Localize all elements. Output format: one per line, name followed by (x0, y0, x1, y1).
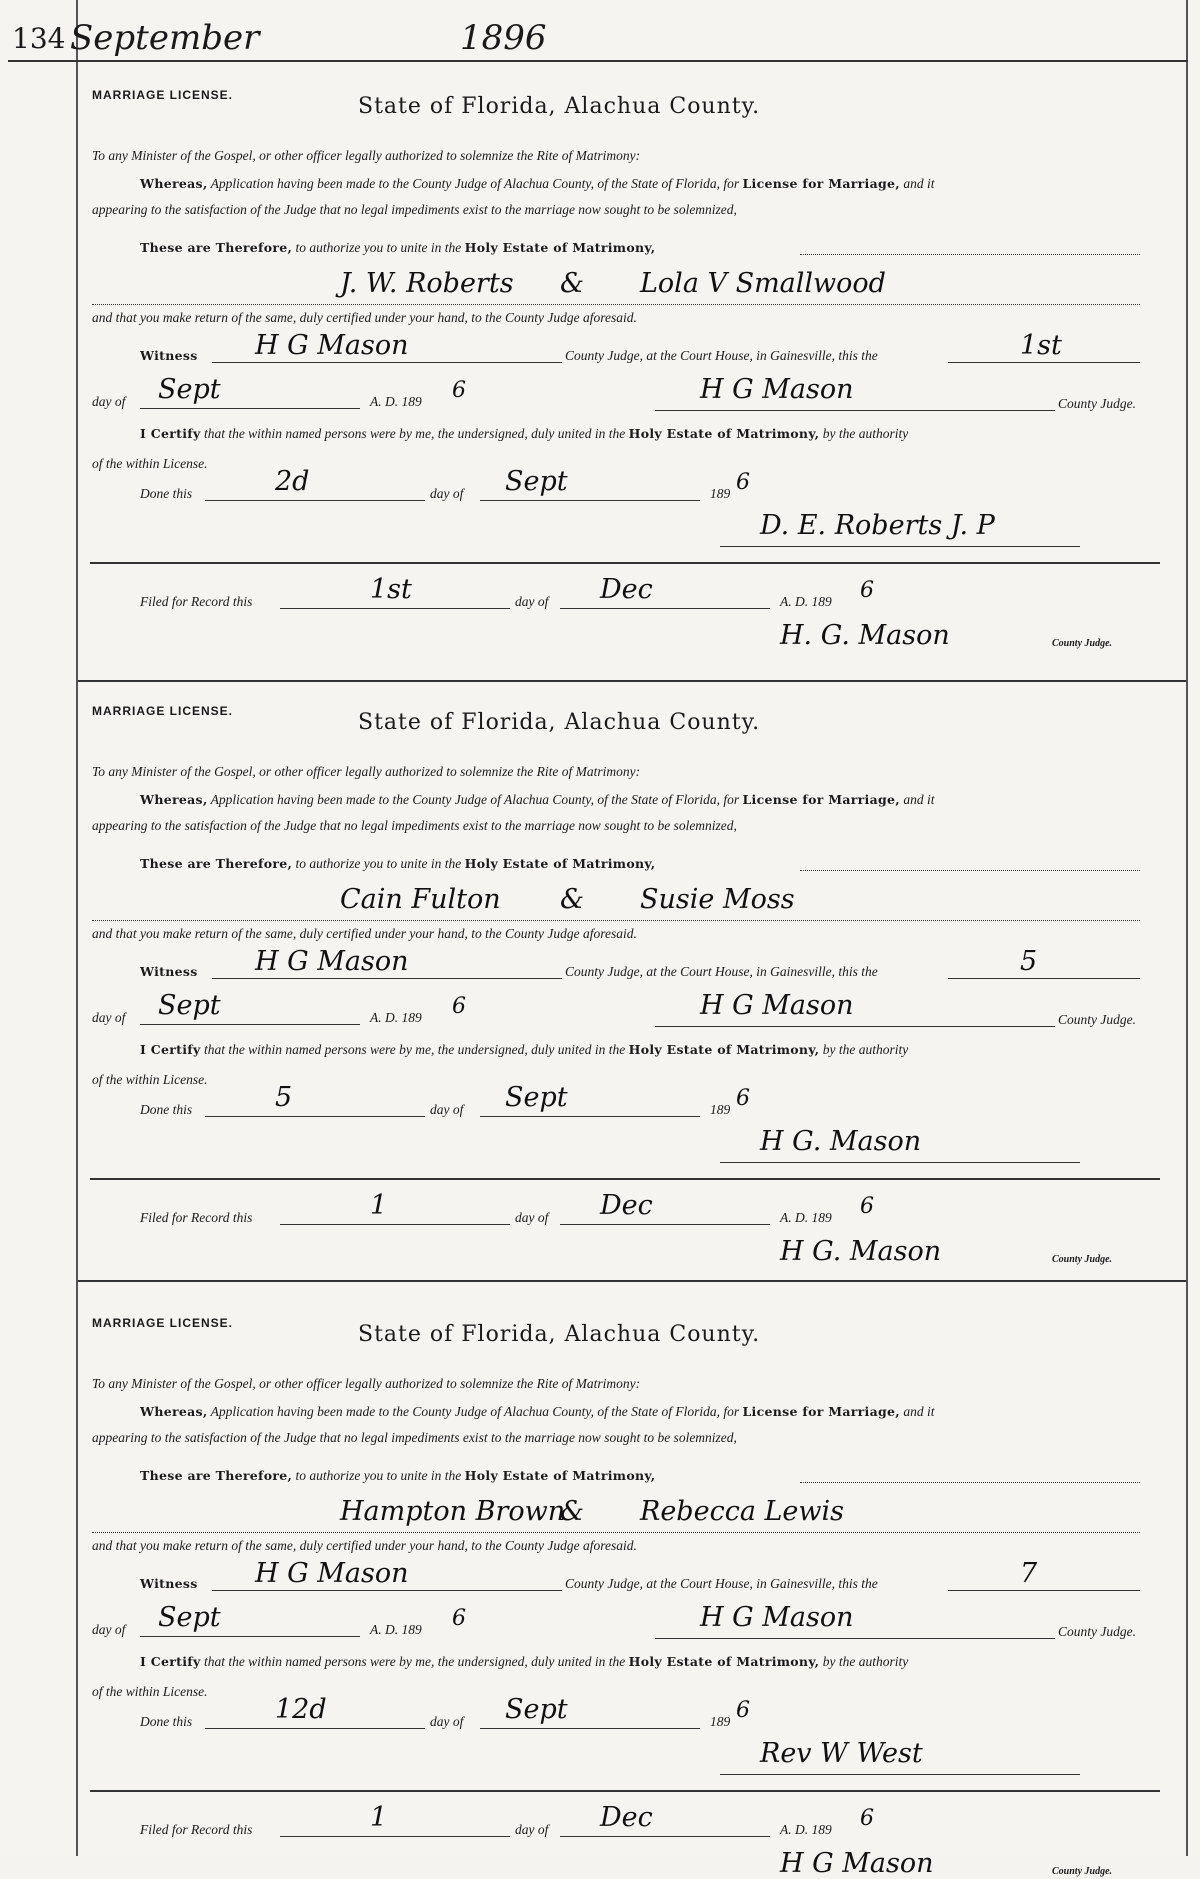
right-margin-rule (1186, 0, 1188, 1856)
done-day-blank (205, 1116, 425, 1117)
address-line: To any Minister of the Gospel, or other officer legally authorized to solemnize the Rite of Matrimony: (92, 764, 641, 779)
filed-label: Filed for Record this (140, 1210, 253, 1225)
judge-sig-blank (655, 1026, 1055, 1027)
issue-day: 7 (1020, 1558, 1038, 1589)
issue-month: Sept (158, 1602, 221, 1633)
done-day: 12d (275, 1694, 327, 1725)
officiant-blank (720, 1774, 1080, 1775)
names-blank (92, 1532, 1140, 1533)
county-judge-small-label: County Judge. (1052, 1866, 1113, 1877)
return-line: and that you make return of the same, duly certified under your hand, to the County Judge aforesaid. (92, 310, 637, 325)
county-judge-label: County Judge. (1058, 1012, 1136, 1027)
therefore-blank (800, 254, 1140, 255)
filed-month: Dec (600, 574, 653, 605)
done-day: 5 (275, 1082, 293, 1113)
judge-signature: H G Mason (700, 374, 854, 405)
license-title: State of Florida, Alachua County. (358, 710, 761, 735)
filed-label: Filed for Record this (140, 1822, 253, 1837)
page-header (0, 0, 1200, 66)
filed-month-blank (560, 608, 770, 609)
address-line: To any Minister of the Gospel, or other officer legally authorized to solemnize the Rite of Matrimony: (92, 1376, 641, 1391)
county-judge-small-label: County Judge. (1052, 1254, 1113, 1265)
witness-label: Witness (140, 964, 198, 979)
filed-signature: H G Mason (780, 1848, 934, 1879)
day-of-label: day of (92, 1010, 126, 1025)
filed-day-blank (280, 1836, 510, 1837)
filed-month-blank (560, 1224, 770, 1225)
return-line: and that you make return of the same, duly certified under your hand, to the County Judge aforesaid. (92, 926, 637, 941)
return-line: and that you make return of the same, duly certified under your hand, to the County Judge aforesaid. (92, 1538, 637, 1553)
therefore-line: These are Therefore, to authorize you to unite in the Holy Estate of Matrimony, (140, 856, 656, 871)
issue-year-digit: 6 (452, 994, 466, 1019)
filing-separator (90, 562, 1160, 564)
filed-ad-label: A. D. 189 (780, 1822, 832, 1837)
witness-label: Witness (140, 348, 198, 363)
and-mark: & (560, 1496, 585, 1527)
officiant-signature: Rev W West (760, 1738, 923, 1769)
done-month: Sept (505, 1694, 568, 1725)
done-day: 2d (275, 466, 310, 497)
filed-year-digit: 6 (860, 1806, 874, 1831)
done-this-label: Done this (140, 1714, 193, 1729)
judge-court-text: County Judge, at the Court House, in Gainesville, this the (565, 964, 878, 979)
certify-line: I Certify that the within named persons were by me, the undersigned, duly united in the Holy Estate of Matrimony, by the authority (140, 426, 909, 441)
issue-ad-label: A. D. 189 (370, 1622, 422, 1637)
issue-day-blank (948, 978, 1140, 979)
done-day-blank (205, 500, 425, 501)
done-this-label: Done this (140, 486, 193, 501)
county-judge-label: County Judge. (1058, 396, 1136, 411)
issue-month-blank (140, 408, 360, 409)
done-month-blank (480, 500, 700, 501)
filed-day: 1 (370, 1802, 388, 1833)
license-title: State of Florida, Alachua County. (358, 1322, 761, 1347)
issue-month-blank (140, 1024, 360, 1025)
filed-year-digit: 6 (860, 578, 874, 603)
filed-signature: H. G. Mason (780, 620, 950, 651)
filed-day-of-label: day of (515, 1822, 549, 1837)
done-month-blank (480, 1728, 700, 1729)
groom-name: Cain Fulton (340, 884, 501, 915)
filed-day: 1st (370, 574, 412, 605)
filed-month-blank (560, 1836, 770, 1837)
done-month-blank (480, 1116, 700, 1117)
header-month: September (70, 18, 260, 58)
judge-court-text: County Judge, at the Court House, in Gainesville, this the (565, 348, 878, 363)
issue-ad-label: A. D. 189 (370, 394, 422, 409)
within-license-line: of the within License. (92, 456, 208, 471)
address-line: To any Minister of the Gospel, or other officer legally authorized to solemnize the Rite of Matrimony: (92, 148, 641, 163)
page-number: 134 (12, 22, 66, 55)
county-judge-label: County Judge. (1058, 1624, 1136, 1639)
therefore-line: These are Therefore, to authorize you to unite in the Holy Estate of Matrimony, (140, 240, 656, 255)
within-license-line: of the within License. (92, 1072, 208, 1087)
done-day-of-label: day of (430, 1102, 464, 1117)
header-year: 1896 (460, 18, 547, 58)
county-judge-small-label: County Judge. (1052, 638, 1113, 649)
judge-signature: H G Mason (700, 1602, 854, 1633)
license-title: State of Florida, Alachua County. (358, 94, 761, 119)
filed-month: Dec (600, 1190, 653, 1221)
filed-month: Dec (600, 1802, 653, 1833)
groom-name: J. W. Roberts (340, 268, 514, 299)
done-month: Sept (505, 1082, 568, 1113)
filed-signature: H G. Mason (780, 1236, 942, 1267)
filing-separator (90, 1178, 1160, 1180)
therefore-blank (800, 870, 1140, 871)
filed-ad-label: A. D. 189 (780, 1210, 832, 1225)
therefore-line: These are Therefore, to authorize you to unite in the Holy Estate of Matrimony, (140, 1468, 656, 1483)
filed-label: Filed for Record this (140, 594, 253, 609)
whereas-line: Whereas, Application having been made to the County Judge of Alachua County, of the State of Florida, for License for Marriage, and it (140, 176, 935, 191)
done-day-of-label: day of (430, 1714, 464, 1729)
witness-blank (212, 1590, 562, 1591)
appearing-line: appearing to the satisfaction of the Judge that no legal impediments exist to the marriage now sought to be solemnized, (92, 818, 737, 833)
bride-name: Lola V Smallwood (640, 268, 886, 299)
done-month: Sept (505, 466, 568, 497)
whereas-line: Whereas, Application having been made to the County Judge of Alachua County, of the State of Florida, for License for Marriage, and it (140, 1404, 935, 1419)
groom-name: Hampton Brown (340, 1496, 566, 1527)
witness-blank (212, 978, 562, 979)
witness-signature: H G Mason (255, 330, 409, 361)
officiant-signature: D. E. Roberts J. P (760, 510, 995, 541)
witness-signature: H G Mason (255, 946, 409, 977)
done-year-label: 189 (710, 486, 731, 501)
within-license-line: of the within License. (92, 1684, 208, 1699)
names-blank (92, 304, 1140, 305)
judge-sig-blank (655, 1638, 1055, 1639)
license-label: MARRIAGE LICENSE. (92, 88, 234, 102)
and-mark: & (560, 268, 585, 299)
bride-name: Susie Moss (640, 884, 795, 915)
judge-sig-blank (655, 410, 1055, 411)
officiant-blank (720, 546, 1080, 547)
judge-court-text: County Judge, at the Court House, in Gainesville, this the (565, 1576, 878, 1591)
filed-day: 1 (370, 1190, 388, 1221)
filed-ad-label: A. D. 189 (780, 594, 832, 609)
filing-separator (90, 1790, 1160, 1792)
done-year-digit: 6 (736, 1086, 750, 1111)
bride-name: Rebecca Lewis (640, 1496, 845, 1527)
issue-year-digit: 6 (452, 1606, 466, 1631)
judge-signature: H G Mason (700, 990, 854, 1021)
left-margin-rule (76, 0, 78, 1856)
license-label: MARRIAGE LICENSE. (92, 1316, 234, 1330)
entry-divider-1 (78, 680, 1186, 682)
witness-blank (212, 362, 562, 363)
issue-month-blank (140, 1636, 360, 1637)
and-mark: & (560, 884, 585, 915)
filed-day-of-label: day of (515, 1210, 549, 1225)
issue-month: Sept (158, 990, 221, 1021)
officiant-signature: H G. Mason (760, 1126, 922, 1157)
day-of-label: day of (92, 394, 126, 409)
issue-year-digit: 6 (452, 378, 466, 403)
certify-line: I Certify that the within named persons were by me, the undersigned, duly united in the Holy Estate of Matrimony, by the authority (140, 1042, 909, 1057)
done-year-label: 189 (710, 1714, 731, 1729)
done-year-label: 189 (710, 1102, 731, 1117)
header-rule (8, 60, 1188, 62)
issue-day-blank (948, 1590, 1140, 1591)
done-day-of-label: day of (430, 486, 464, 501)
issue-day-blank (948, 362, 1140, 363)
issue-ad-label: A. D. 189 (370, 1010, 422, 1025)
done-year-digit: 6 (736, 470, 750, 495)
therefore-blank (800, 1482, 1140, 1483)
license-label: MARRIAGE LICENSE. (92, 704, 234, 718)
appearing-line: appearing to the satisfaction of the Judge that no legal impediments exist to the marriage now sought to be solemnized, (92, 202, 737, 217)
officiant-blank (720, 1162, 1080, 1163)
day-of-label: day of (92, 1622, 126, 1637)
appearing-line: appearing to the satisfaction of the Judge that no legal impediments exist to the marriage now sought to be solemnized, (92, 1430, 737, 1445)
names-blank (92, 920, 1140, 921)
whereas-line: Whereas, Application having been made to the County Judge of Alachua County, of the State of Florida, for License for Marriage, and it (140, 792, 935, 807)
filed-day-of-label: day of (515, 594, 549, 609)
done-day-blank (205, 1728, 425, 1729)
certify-line: I Certify that the within named persons were by me, the undersigned, duly united in the Holy Estate of Matrimony, by the authority (140, 1654, 909, 1669)
witness-label: Witness (140, 1576, 198, 1591)
issue-day: 5 (1020, 946, 1038, 977)
done-this-label: Done this (140, 1102, 193, 1117)
done-year-digit: 6 (736, 1698, 750, 1723)
filed-year-digit: 6 (860, 1194, 874, 1219)
filed-day-blank (280, 1224, 510, 1225)
issue-day: 1st (1020, 330, 1062, 361)
witness-signature: H G Mason (255, 1558, 409, 1589)
filed-day-blank (280, 608, 510, 609)
issue-month: Sept (158, 374, 221, 405)
entry-divider-2 (78, 1280, 1186, 1282)
